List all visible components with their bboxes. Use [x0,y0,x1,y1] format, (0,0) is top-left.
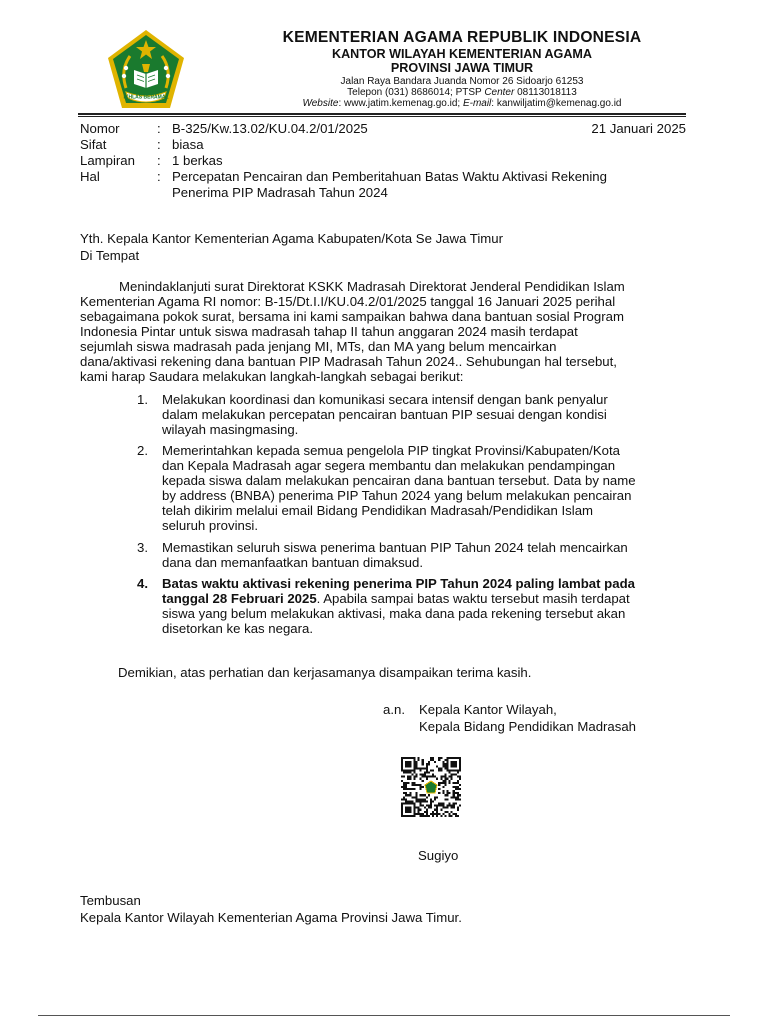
list-item [137,393,707,438]
deadline-date: tanggal 28 Februari 2025 [162,591,317,606]
list-item [137,444,707,534]
ministry-title: KEMENTERIAN AGAMA REPUBLIK INDONESIA [282,29,642,46]
list-item-line: seluruh provinsi. [162,518,259,533]
intro-line: kami harap Saudara melakukan langkah-langkah sebagai berikut: [80,369,464,384]
deadline-bold-line: Batas waktu aktivasi rekening penerima PIP Tahun 2024 paling lambat pada [162,576,635,591]
letterhead-rule-thick [78,113,686,115]
phone-prefix: Telepon (031) 8686014; PTSP [347,87,485,98]
signer-name: Sugiyo [418,848,459,863]
website-value: : www.jatim.kemenag.go.id; [338,98,463,109]
office-address: Jalan Raya Bandara Juanda Nomor 26 Sidoarjo 61253 [340,76,584,87]
list-item-line: dalam melakukan percepatan pencairan bantuan PIP sesuai dengan kondisi [162,407,607,422]
list-item-line: Memerintahkan kepada semua pengelola PIP tingkat Provinsi/Kabupaten/Kota [162,443,620,458]
list-item-number: 3. [137,540,148,555]
list-item [137,577,707,637]
office-title: KANTOR WILAYAH KEMENTERIAN AGAMA [331,47,593,61]
signature-title: Kepala Kantor Wilayah, [419,702,557,717]
meta-value-lampiran: 1 berkas [172,153,223,168]
list-item-line [162,592,707,607]
email-label: E-mail [462,98,492,109]
meta-label-nomor: Nomor [80,121,120,136]
list-item-line: siswa yang belum melakukan aktivasi, maka dana pada rekening tersebut akan [162,606,626,621]
meta-label-lampiran: Lampiran [80,153,135,168]
kemenag-emblem-icon [104,28,188,112]
intro-line: sejumlah siswa madrasah pada jenjang MI, MTs, dan MA yang belum mencairkan [80,339,557,354]
list-item-number: 4. [137,576,148,591]
letter-date: 21 Januari 2025 [591,121,686,136]
office-phone [212,87,712,98]
signature-an: a.n. [383,702,405,717]
list-item-line: Melakukan koordinasi dan komunikasi secara intensif dengan bank penyalur [162,392,608,407]
list-item-line: telah dikirim melalui email Bidang Pendidikan Madrasah/Pendidikan Islam [162,503,594,518]
meta-label-sifat: Sifat [80,137,107,152]
meta-value-nomor: B-325/Kw.13.02/KU.04.2/01/2025 [172,121,368,136]
qr-code-icon [401,751,461,823]
meta-colon: : [157,121,161,136]
email-value: : kanwiljatim@kemenag.go.id [491,98,622,109]
intro-line: Menindaklanjuti surat Direktorat KSKK Madrasah Direktorat Jenderal Pendidikan Islam [119,279,625,294]
meta-value-sifat: biasa [172,137,204,152]
svg-text:IKHLAS BERAMAL: IKHLAS BERAMAL [123,94,169,101]
intro-line: sebagaimana pokok surat, bersama ini kami sampaikan bahwa dana bantuan sosial Program [80,309,624,324]
list-item-line: Memastikan seluruh siswa penerima bantuan PIP Tahun 2024 telah mencairkan [162,540,628,555]
office-contacts [212,98,712,109]
website-label: Website [302,98,339,109]
intro-line: dana/aktivasi rekening dana bantuan PIP Madrasah Tahun 2024.. Sehubungan hal tersebut, [80,354,617,369]
meta-colon: : [157,137,161,152]
closing-sentence: Demikian, atas perhatian dan kerjasamanya disampaikan terima kasih. [118,665,532,680]
letterhead-rule-thin [78,116,686,117]
list-item-line: by address (BNBA) penerima PIP Tahun 2024 yang belum melakukan pencairan [162,488,632,503]
addressee [80,231,503,264]
signature-subtitle: Kepala Bidang Pendidikan Madrasah [419,719,637,734]
meta-label-hal: Hal [80,169,100,184]
intro-line: Indonesia Pintar untuk siswa madrasah tahap II tahun anggaran 2024 masih terdapat [80,324,578,339]
list-item-number: 2. [137,443,148,458]
tembusan-label: Tembusan [80,893,141,908]
meta-value-hal-line1: Percepatan Pencairan dan Pemberitahuan Batas Waktu Aktivasi Rekening [172,169,607,184]
meta-colon: : [157,169,161,184]
intro-line: Kementerian Agama RI nomor: B-15/Dt.I.I/KU.04.2/01/2025 tanggal 16 Januari 2025 perihal [80,294,616,309]
province-title: PROVINSI JAWA TIMUR [390,61,534,75]
list-item-line: disetorkan ke kas negara. [162,621,314,636]
meta-colon: : [157,153,161,168]
deadline-line-rest: . Apabila sampai batas waktu tersebut masih terdapat [316,591,630,606]
list-item-line: dana dan memanfaatkan bantuan dimaksud. [162,555,424,570]
addressee-line: Di Tempat [80,247,140,263]
list-item-line: dan Kepala Madrasah agar segera membantu dan melakukan pendampingan [162,458,616,473]
phone-center: Center [484,87,515,98]
footer-rule [38,1015,730,1016]
phone-suffix: 08113018113 [514,87,577,98]
list-item-line: kepada siswa dalam melakukan pencairan dana bantuan tersebut. Data by name [162,473,636,488]
meta-value-hal-line2: Penerima PIP Madrasah Tahun 2024 [172,185,388,200]
list-item-line: wilayah masingmasing. [162,422,299,437]
tembusan-item: Kepala Kantor Wilayah Kementerian Agama Provinsi Jawa Timur. [80,910,462,925]
list-item-number: 1. [137,392,148,407]
list-item [137,541,707,571]
addressee-line: Yth. Kepala Kantor Kementerian Agama Kabupaten/Kota Se Jawa Timur [80,231,503,246]
